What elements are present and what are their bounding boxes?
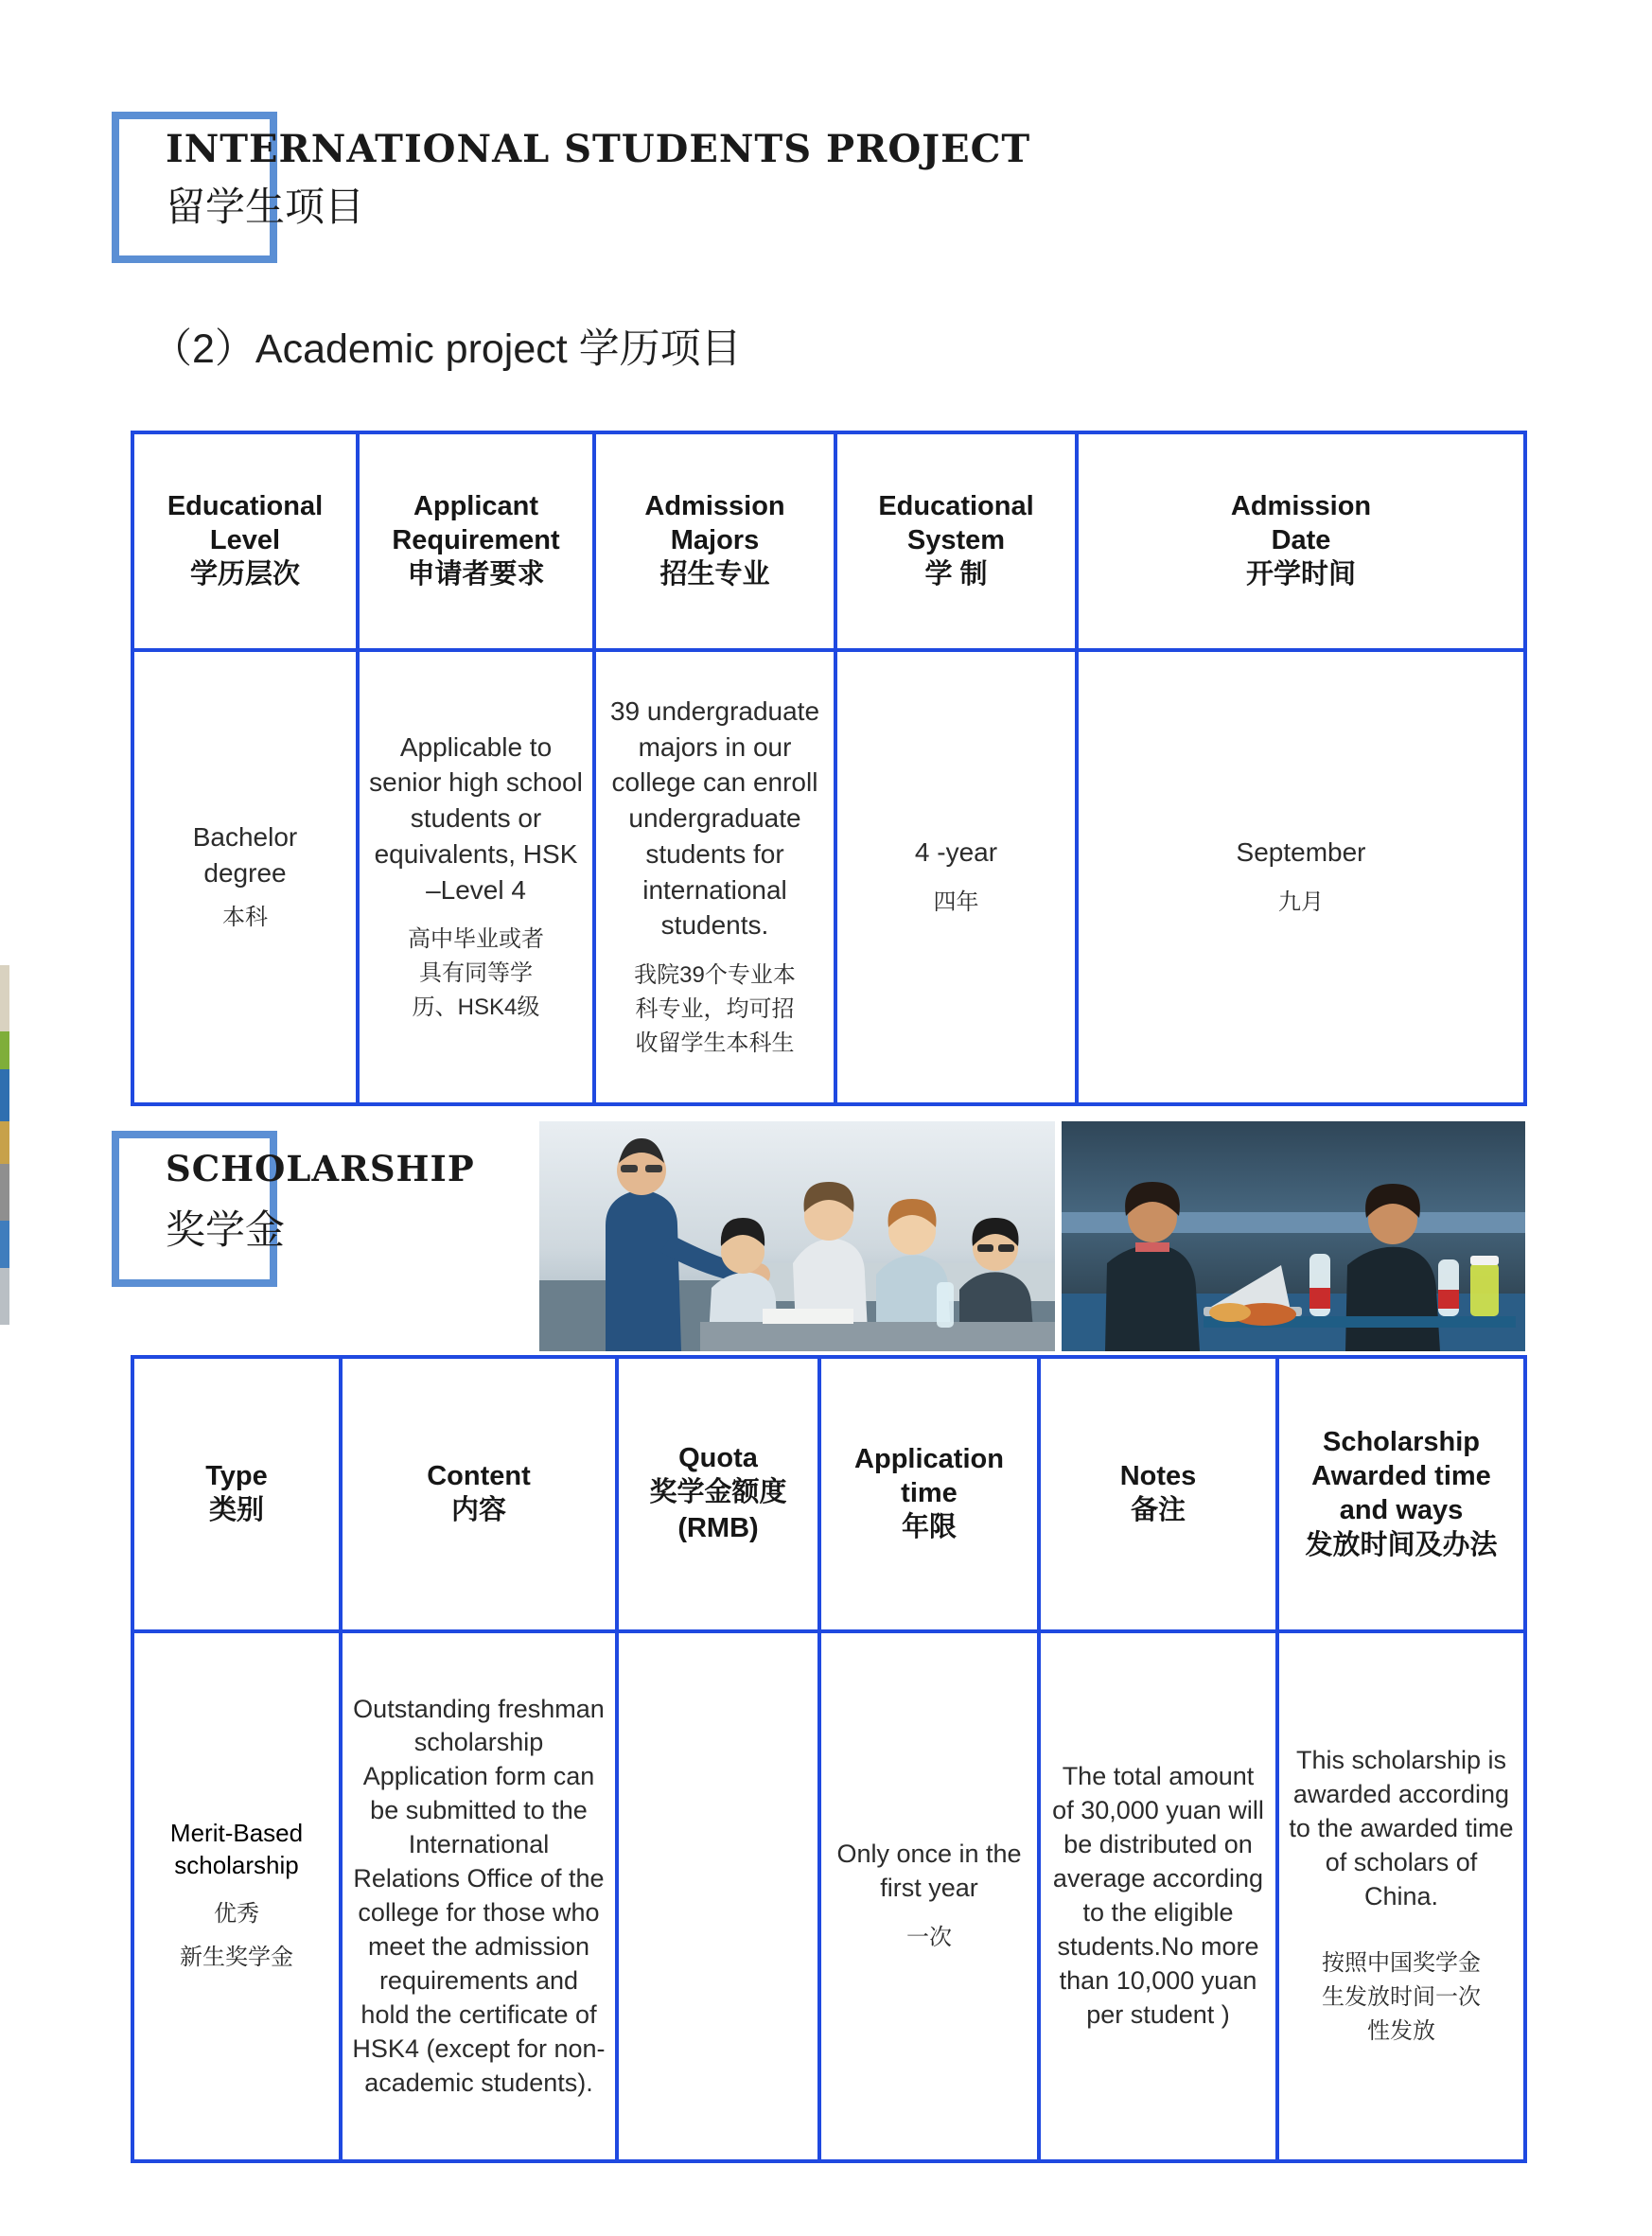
col-header-application-time bbox=[819, 1357, 1039, 1631]
cell-date-cn: 九月 bbox=[1278, 889, 1324, 915]
cell-awarded-cn: 按照中国奖学金生发放时间一次性发放 bbox=[1322, 1949, 1481, 2044]
col-header-educational-level bbox=[132, 432, 358, 650]
scholarship-title-cn: 奖学金 bbox=[166, 1207, 286, 1252]
col-header-type bbox=[132, 1357, 341, 1631]
header-en-line1: Admission bbox=[644, 490, 785, 521]
header-cn: 申请者要求 bbox=[407, 559, 545, 590]
col-header-admission-majors bbox=[594, 432, 835, 650]
cell-system-cn: 四年 bbox=[933, 889, 979, 915]
col-header-educational-system bbox=[835, 432, 1077, 650]
header-cn: 发放时间及办法 bbox=[1305, 1529, 1498, 1560]
header-en-line1: Educational bbox=[878, 490, 1034, 521]
cell-date-en: September bbox=[1236, 837, 1366, 868]
cell-admission-date bbox=[1077, 650, 1525, 1104]
cell-educational-system bbox=[835, 650, 1077, 1104]
col-header-quota bbox=[617, 1357, 819, 1631]
scholarship-table bbox=[131, 1355, 1527, 2163]
col-header-notes bbox=[1039, 1357, 1277, 1631]
header-en-line3: and ways bbox=[1339, 1495, 1464, 1526]
page-title-en: INTERNATIONAL STUDENTS PROJECT bbox=[166, 127, 1031, 171]
students-studying-photo bbox=[1062, 1121, 1525, 1351]
header-en-line1: Educational bbox=[167, 490, 324, 521]
header-cn: 招生专业 bbox=[659, 559, 770, 590]
header-cn-currency: (RMB) bbox=[677, 1513, 759, 1544]
header-en: Quota bbox=[678, 1443, 758, 1474]
cell-system-en: 4 -year bbox=[914, 837, 998, 868]
cell-type-cn-line1: 优秀 bbox=[214, 1900, 259, 1927]
page-title-cn: 留学生项目 bbox=[166, 185, 365, 229]
header-en: Type bbox=[205, 1461, 268, 1492]
header-cn: 类别 bbox=[208, 1495, 264, 1526]
cell-type bbox=[132, 1631, 341, 2161]
cell-majors-cn: 我院39个专业本科专业，均可招收留学生本科生 bbox=[634, 962, 796, 1057]
header-en-line2: Requirement bbox=[392, 525, 560, 556]
table-row bbox=[132, 650, 1525, 1104]
header-cn: 开学时间 bbox=[1245, 559, 1356, 590]
cell-application-time bbox=[819, 1631, 1039, 2161]
cell-awarded-en: This scholarship is awarded according to the awarded time of scholars of China. bbox=[1289, 1746, 1514, 1910]
col-header-content bbox=[341, 1357, 617, 1631]
header-en-line1: Admission bbox=[1230, 490, 1372, 521]
cell-notes-en: The total amount of 30,000 yuan will be distributed on average according to the eligible students.No more than 10,000 yuan per student ) bbox=[1052, 1762, 1264, 2029]
cell-level-en: Bachelor degree bbox=[192, 822, 298, 888]
header-en-line1: Applicant bbox=[413, 490, 539, 521]
header-en-line2: Majors bbox=[670, 525, 760, 556]
academic-project-table bbox=[131, 431, 1527, 1106]
header-cn: 年限 bbox=[901, 1512, 957, 1543]
col-header-applicant-requirement bbox=[358, 432, 594, 650]
header-en-line1: Scholarship bbox=[1323, 1426, 1480, 1457]
cell-type-cn-line2: 新生奖学金 bbox=[180, 1944, 293, 1970]
cell-content-en: Outstanding freshman scholarship Application form can be submitted to the International Relations Office of the college for those who meet the admission requirements and hold the certificate of HSK4 (except for non-academic students). bbox=[352, 1694, 606, 2097]
cell-application-time-en: Only once in the first year bbox=[836, 1840, 1022, 1902]
scholarship-title-en: SCHOLARSHIP bbox=[166, 1148, 475, 1189]
cell-awarded-time-ways bbox=[1277, 1631, 1525, 2161]
cell-applicant-requirement bbox=[358, 650, 594, 1104]
cell-requirement-cn: 高中毕业或者具有同等学历、HSK4级 bbox=[408, 926, 544, 1021]
header-cn: 学 制 bbox=[924, 559, 988, 590]
page-header bbox=[112, 112, 1058, 263]
cell-majors-en: 39 undergraduate majors in our college can enroll undergraduate students for international students. bbox=[609, 695, 820, 941]
cell-notes bbox=[1039, 1631, 1277, 2161]
col-header-admission-date bbox=[1077, 432, 1525, 650]
cell-quota bbox=[617, 1631, 819, 2161]
table-header-row bbox=[132, 432, 1525, 650]
header-en-line2: System bbox=[906, 525, 1006, 556]
page-edge-strip bbox=[0, 965, 9, 1325]
header-en-line2: Level bbox=[209, 525, 281, 556]
header-en-line2: Date bbox=[1271, 525, 1331, 556]
cell-educational-level bbox=[132, 650, 358, 1104]
header-en-line2: Awarded time bbox=[1311, 1461, 1491, 1492]
section-heading: （2）Academic project 学历项目 bbox=[151, 326, 742, 372]
header-cn: 学历层次 bbox=[189, 559, 300, 590]
header-en: Notes bbox=[1119, 1461, 1197, 1492]
scholarship-heading bbox=[112, 1131, 528, 1287]
cell-type-en: Merit-Based scholarship bbox=[169, 1819, 304, 1879]
cell-content bbox=[341, 1631, 617, 2161]
header-en: Application time bbox=[854, 1443, 1004, 1509]
table-header-row bbox=[132, 1357, 1525, 1631]
cell-application-time-cn: 一次 bbox=[906, 1924, 952, 1950]
col-header-awarded-time-ways bbox=[1277, 1357, 1525, 1631]
header-cn: 内容 bbox=[450, 1495, 506, 1526]
header-cn: 奖学金额度 bbox=[649, 1477, 787, 1508]
cell-level-cn: 本科 bbox=[222, 904, 268, 930]
cell-requirement-en: Applicable to senior high school students or equivalents, HSK –Level 4 bbox=[369, 731, 583, 905]
table-row bbox=[132, 1631, 1525, 2161]
teacher-and-students-photo bbox=[539, 1121, 1055, 1351]
header-en: Content bbox=[427, 1461, 531, 1492]
cell-admission-majors bbox=[594, 650, 835, 1104]
header-cn: 备注 bbox=[1130, 1495, 1186, 1526]
